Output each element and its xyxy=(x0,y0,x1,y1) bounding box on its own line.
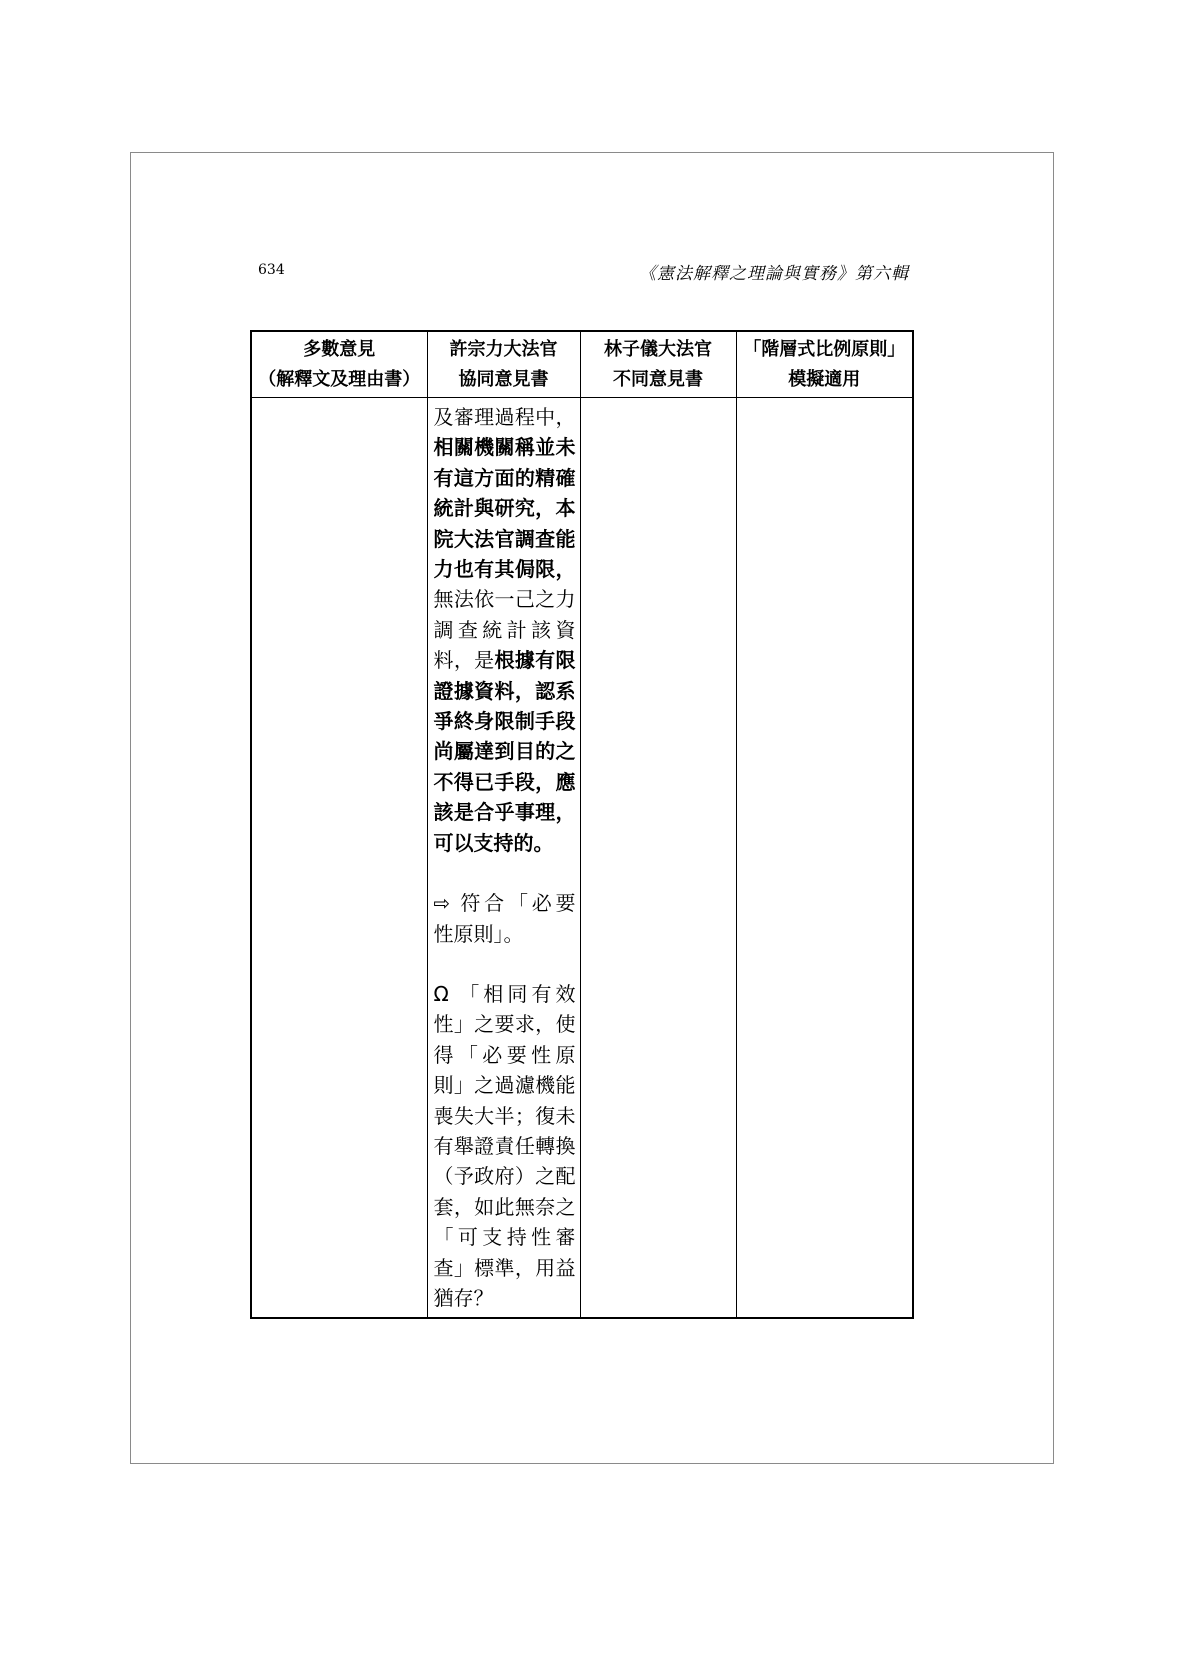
concurring-text xyxy=(428,398,580,1317)
critique-text: 「相同有效 xyxy=(459,981,576,1006)
text-line: 調查統計該資 xyxy=(433,617,576,642)
text-line: 證據資料，認系 xyxy=(433,678,576,703)
header-line: 不同意見書 xyxy=(613,368,703,390)
critique-line: 喪失大半；復未 xyxy=(433,1103,576,1128)
cell-hsu-concurring xyxy=(427,398,580,1319)
text-line: 不得已手段，應 xyxy=(433,769,576,794)
text-line: 力也有其侷限， xyxy=(433,557,576,582)
text-line: 尚屬達到目的之 xyxy=(433,739,576,764)
critique-line: 「可支持性審 xyxy=(433,1225,576,1250)
table-row xyxy=(251,398,913,1319)
text-line: 及審理過程中， xyxy=(433,405,576,429)
critique-line: 有舉證責任轉換 xyxy=(433,1133,576,1158)
omega-icon: Ω xyxy=(433,981,449,1006)
conclusion-line: 性原則」。 xyxy=(433,921,524,946)
running-title: 《憲法解釋之理論與實務》第六輯 xyxy=(639,264,909,284)
cell-lin-dissenting xyxy=(580,398,736,1319)
header-line: 「階層式比例原則」 xyxy=(743,338,906,360)
text-run: 料，是 xyxy=(433,648,495,673)
header-majority-opinion xyxy=(251,331,427,398)
header-hierarchical-proportionality xyxy=(736,331,913,398)
text-line: 院大法官調查能 xyxy=(433,526,576,551)
cell-majority-opinion xyxy=(251,398,427,1319)
text-line: 爭終身限制手段 xyxy=(433,709,576,734)
header-hsu-concurring xyxy=(427,331,580,398)
page-number: 634 xyxy=(258,262,285,278)
critique-line: 猶存？ xyxy=(433,1285,494,1310)
header-line: 多數意見 xyxy=(303,338,376,360)
critique-line xyxy=(434,979,576,1009)
text-run-bold: 根據有限 xyxy=(494,648,576,673)
text-line: 相關機關稱並未 xyxy=(433,435,576,460)
text-line: 該是合乎事理， xyxy=(433,800,576,825)
critique-line: 性」之要求，使 xyxy=(433,1012,576,1037)
text-line: 統計與研究，本 xyxy=(433,496,576,521)
header-line: 協同意見書 xyxy=(458,368,549,390)
critique-line: 則」之過濾機能 xyxy=(433,1073,576,1098)
header-line: 許宗力大法官 xyxy=(449,338,558,360)
cell-hierarchical-proportionality xyxy=(736,398,913,1319)
header-lin-dissenting xyxy=(580,331,736,398)
comparison-table xyxy=(250,330,914,1319)
text-line: 無法依一己之力 xyxy=(433,587,576,612)
conclusion-line xyxy=(434,888,576,918)
critique-line: 查」標準，用益 xyxy=(433,1255,576,1280)
header-line: 模擬適用 xyxy=(788,368,861,390)
header-line: （解釋文及理由書） xyxy=(258,368,421,390)
critique-line: 套，如此無奈之 xyxy=(433,1194,576,1219)
text-line xyxy=(434,645,576,675)
header-line: 林子儀大法官 xyxy=(604,338,712,360)
text-line: 可以支持的。 xyxy=(433,830,554,855)
conclusion-text: 符合「必要 xyxy=(460,891,576,916)
critique-line: 得「必要性原 xyxy=(433,1042,576,1067)
text-line: 有這方面的精確 xyxy=(433,465,576,490)
right-arrow-icon: ⇨ xyxy=(433,891,451,916)
critique-line: （予政府）之配 xyxy=(433,1164,576,1189)
table-header-row xyxy=(251,331,913,398)
